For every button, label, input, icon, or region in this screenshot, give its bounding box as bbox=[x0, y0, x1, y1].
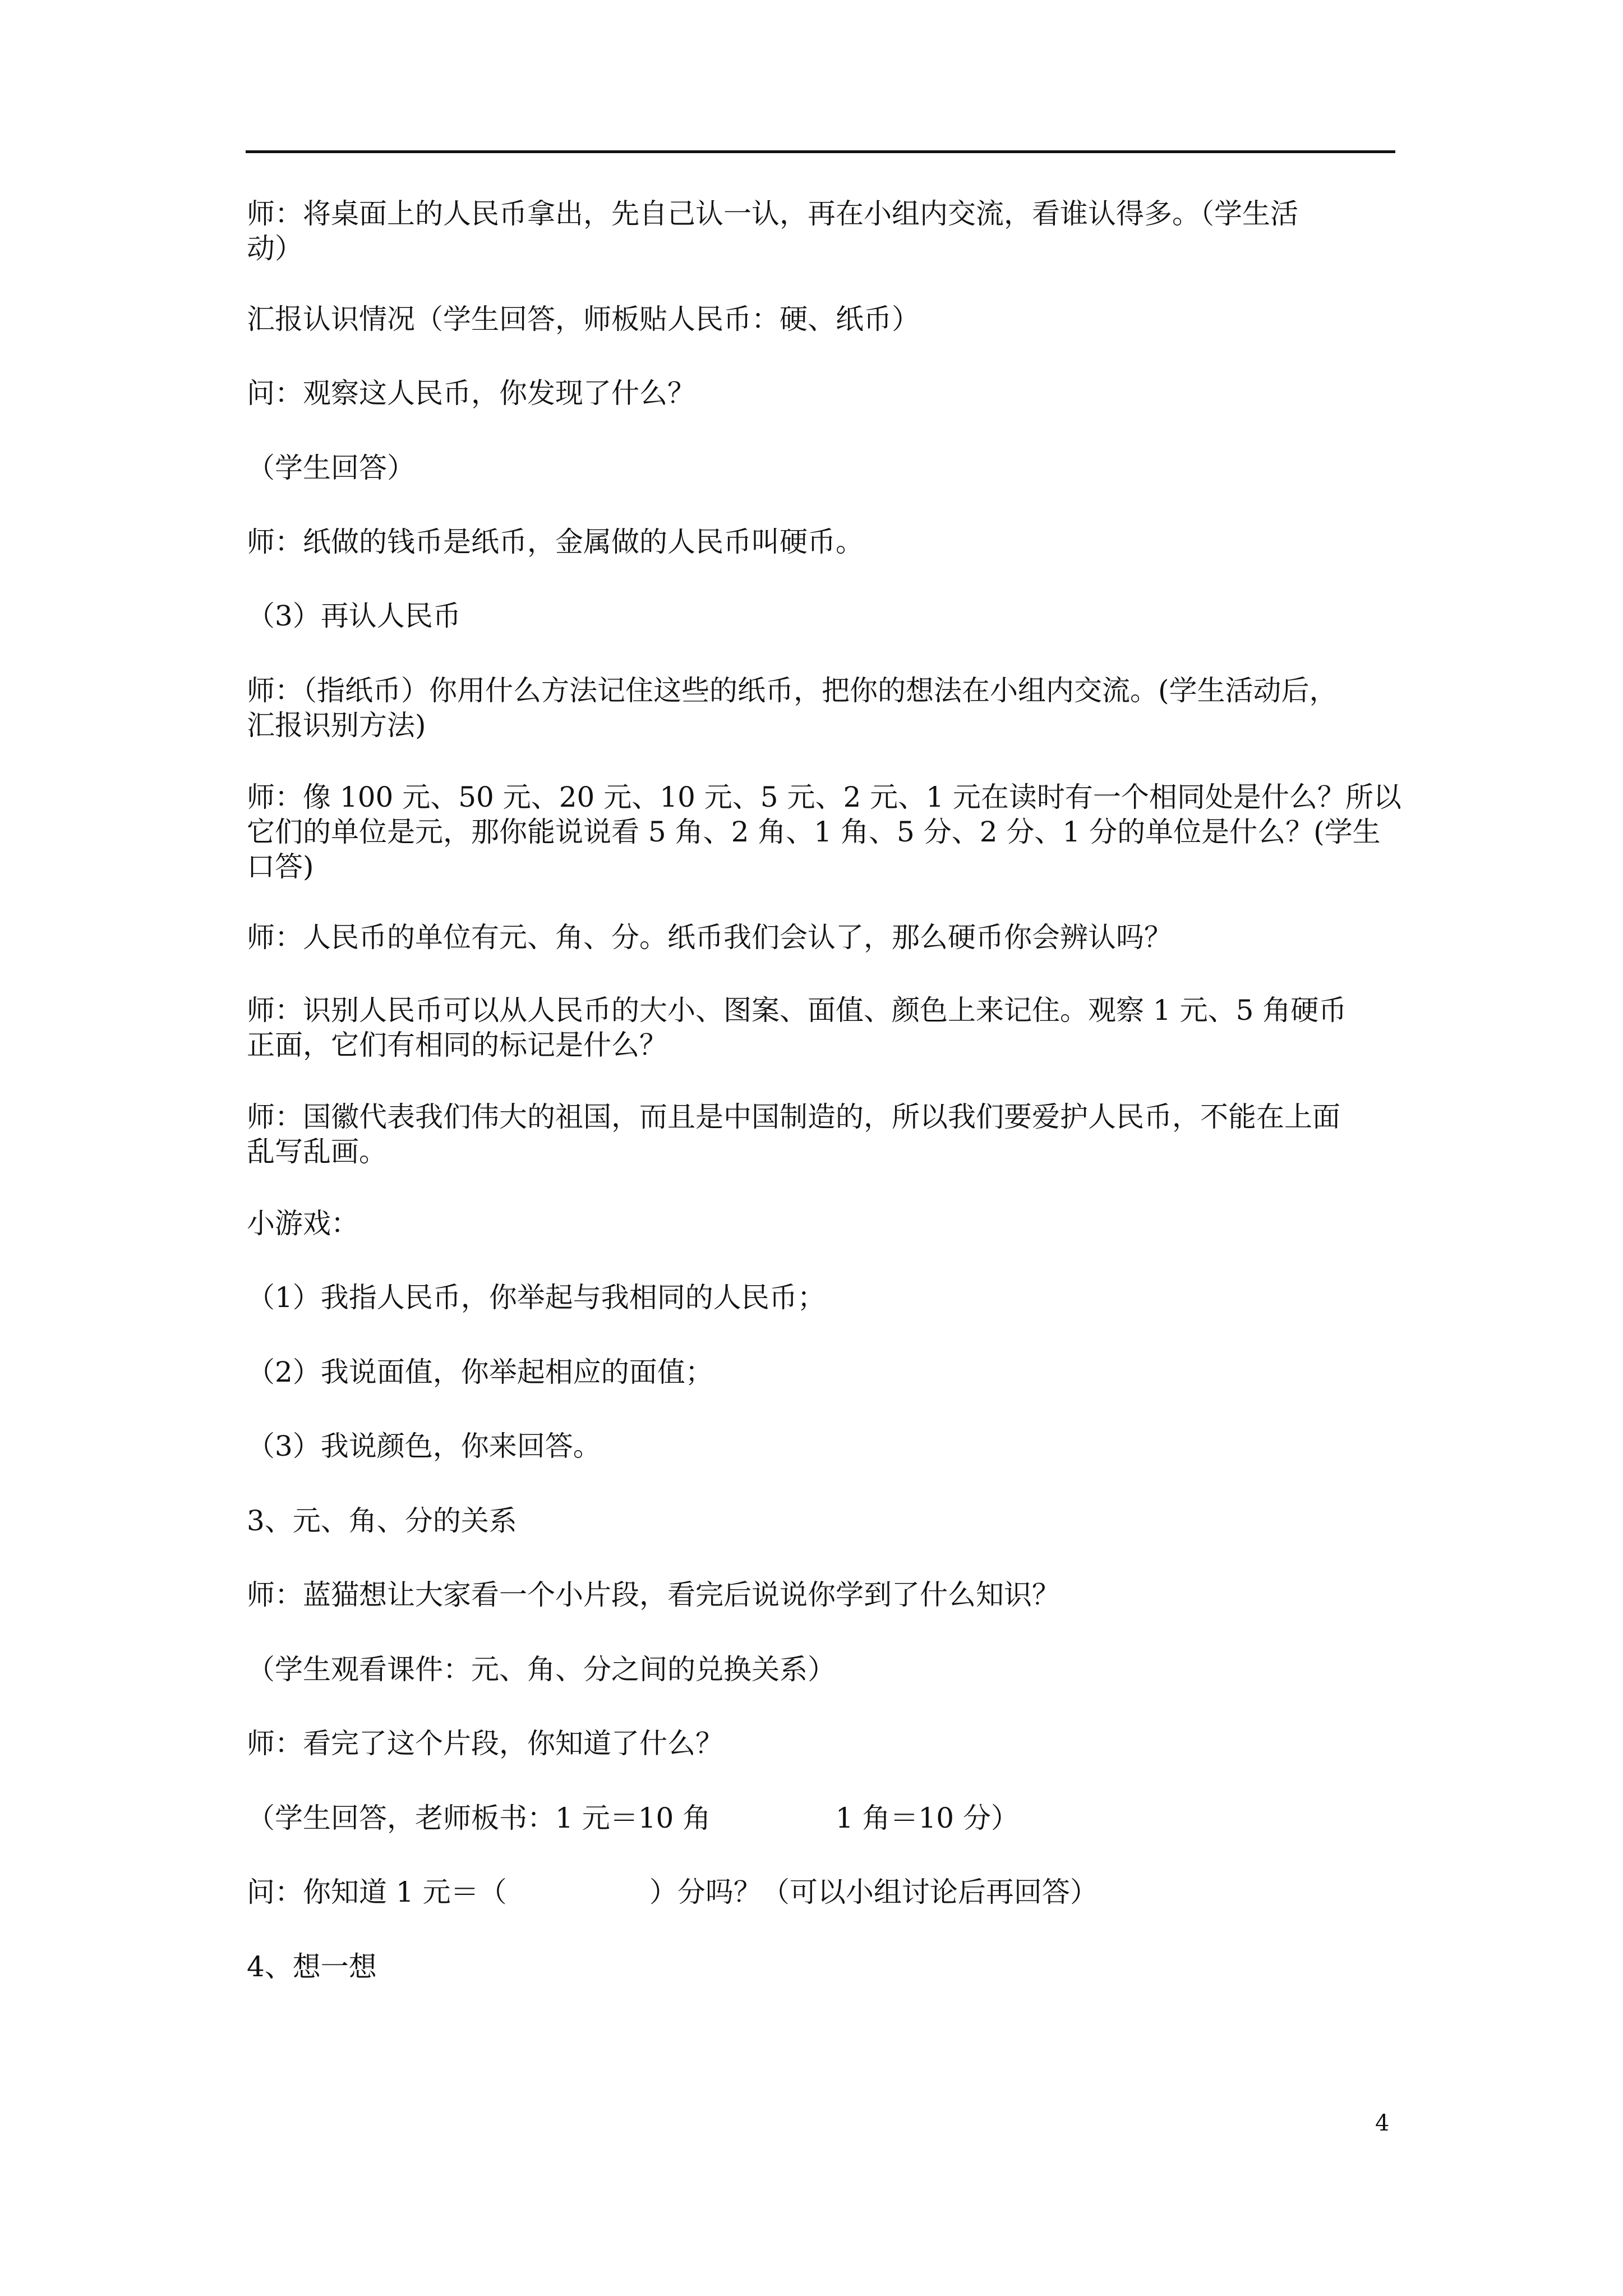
text-line: 师：（指纸币）你用什么方法记住这些的纸币，把你的想法在小组内交流。(学生活动后， bbox=[247, 674, 1338, 707]
text-line: 4、想一想 bbox=[247, 1950, 377, 1983]
paragraph bbox=[247, 450, 1396, 485]
text-line: （3）我说颜色，你来回答。 bbox=[247, 1430, 601, 1462]
text-line: 师：将桌面上的人民币拿出，先自己认一认，再在小组内交流，看谁认得多。（学生活 bbox=[247, 197, 1298, 230]
text-line: 师：看完了这个片段，你知道了什么？ bbox=[247, 1727, 723, 1760]
paragraph bbox=[247, 1652, 1396, 1687]
paragraph bbox=[247, 1099, 1396, 1169]
text-line: 动） bbox=[247, 232, 303, 265]
text-line: （学生观看课件：元、角、分之间的兑换关系） bbox=[247, 1653, 836, 1686]
paragraph bbox=[247, 1801, 1396, 1835]
paragraph bbox=[247, 1875, 1396, 1910]
text-line: （1）我指人民币，你举起与我相同的人民币； bbox=[247, 1281, 826, 1314]
text-line: 3、元、角、分的关系 bbox=[247, 1504, 517, 1537]
text-line: 问：观察这人民币，你发现了什么？ bbox=[247, 377, 695, 409]
paragraph bbox=[247, 302, 1396, 337]
text-line: 师：纸做的钱币是纸币，金属做的人民币叫硬币。 bbox=[247, 526, 864, 558]
text-line: 正面，它们有相同的标记是什么？ bbox=[247, 1029, 667, 1061]
paragraph bbox=[247, 780, 1401, 884]
text-line: （学生回答） bbox=[247, 452, 415, 484]
text-line: 师：像 100 元、50 元、20 元、10 元、5 元、2 元、1 元在读时有一个相同处是什么？所以 bbox=[247, 781, 1401, 813]
text-line: 它们的单位是元，那你能说说看 5 角、2 角、1 角、5 分、2 分、1 分的单位是什么？(学生 bbox=[247, 816, 1381, 848]
paragraph bbox=[247, 196, 1396, 266]
paragraph bbox=[247, 376, 1396, 411]
text-line: 口答) bbox=[247, 850, 314, 883]
text-line: （2）我说面值，你举起相应的面值； bbox=[247, 1356, 713, 1388]
paragraph bbox=[247, 1429, 1396, 1464]
paragraph bbox=[247, 1280, 1396, 1315]
paragraph bbox=[247, 1949, 1396, 1984]
paragraph bbox=[247, 599, 1396, 633]
header-rule bbox=[246, 150, 1395, 153]
paragraph bbox=[247, 1206, 1396, 1241]
paragraph bbox=[247, 524, 1396, 559]
text-line: 汇报认识情况（学生回答，师板贴人民币：硬、纸币） bbox=[247, 303, 920, 335]
paragraph bbox=[247, 1355, 1396, 1389]
paragraph bbox=[247, 920, 1396, 955]
paragraph bbox=[247, 1503, 1396, 1538]
text-line: 乱写乱画。 bbox=[247, 1135, 387, 1168]
text-line: （3）再认人民币 bbox=[247, 600, 461, 632]
paragraph bbox=[247, 993, 1396, 1062]
paragraph bbox=[247, 673, 1396, 743]
text-line: 师：识别人民币可以从人民币的大小、图案、面值、颜色上来记住。观察 1 元、5 角硬币 bbox=[247, 994, 1347, 1027]
text-line: （学生回答，老师板书：1 元＝10 角 1 角＝10 分） bbox=[247, 1802, 1019, 1834]
text-line: 师：蓝猫想让大家看一个小片段，看完后说说你学到了什么知识？ bbox=[247, 1579, 1060, 1611]
paragraph bbox=[247, 1726, 1396, 1761]
text-line: 汇报识别方法) bbox=[247, 709, 426, 742]
text-line: 师：国徽代表我们伟大的祖国，而且是中国制造的，所以我们要爱护人民币，不能在上面 bbox=[247, 1101, 1340, 1133]
text-line: 师：人民币的单位有元、角、分。纸币我们会认了，那么硬币你会辨认吗？ bbox=[247, 921, 1172, 954]
paragraph bbox=[247, 1577, 1396, 1612]
page-number: 4 bbox=[1375, 2110, 1390, 2136]
text-line: 问：你知道 1 元＝（ ）分吗？（可以小组讨论后再回答） bbox=[247, 1876, 1098, 1908]
text-line: 小游戏： bbox=[247, 1207, 359, 1240]
